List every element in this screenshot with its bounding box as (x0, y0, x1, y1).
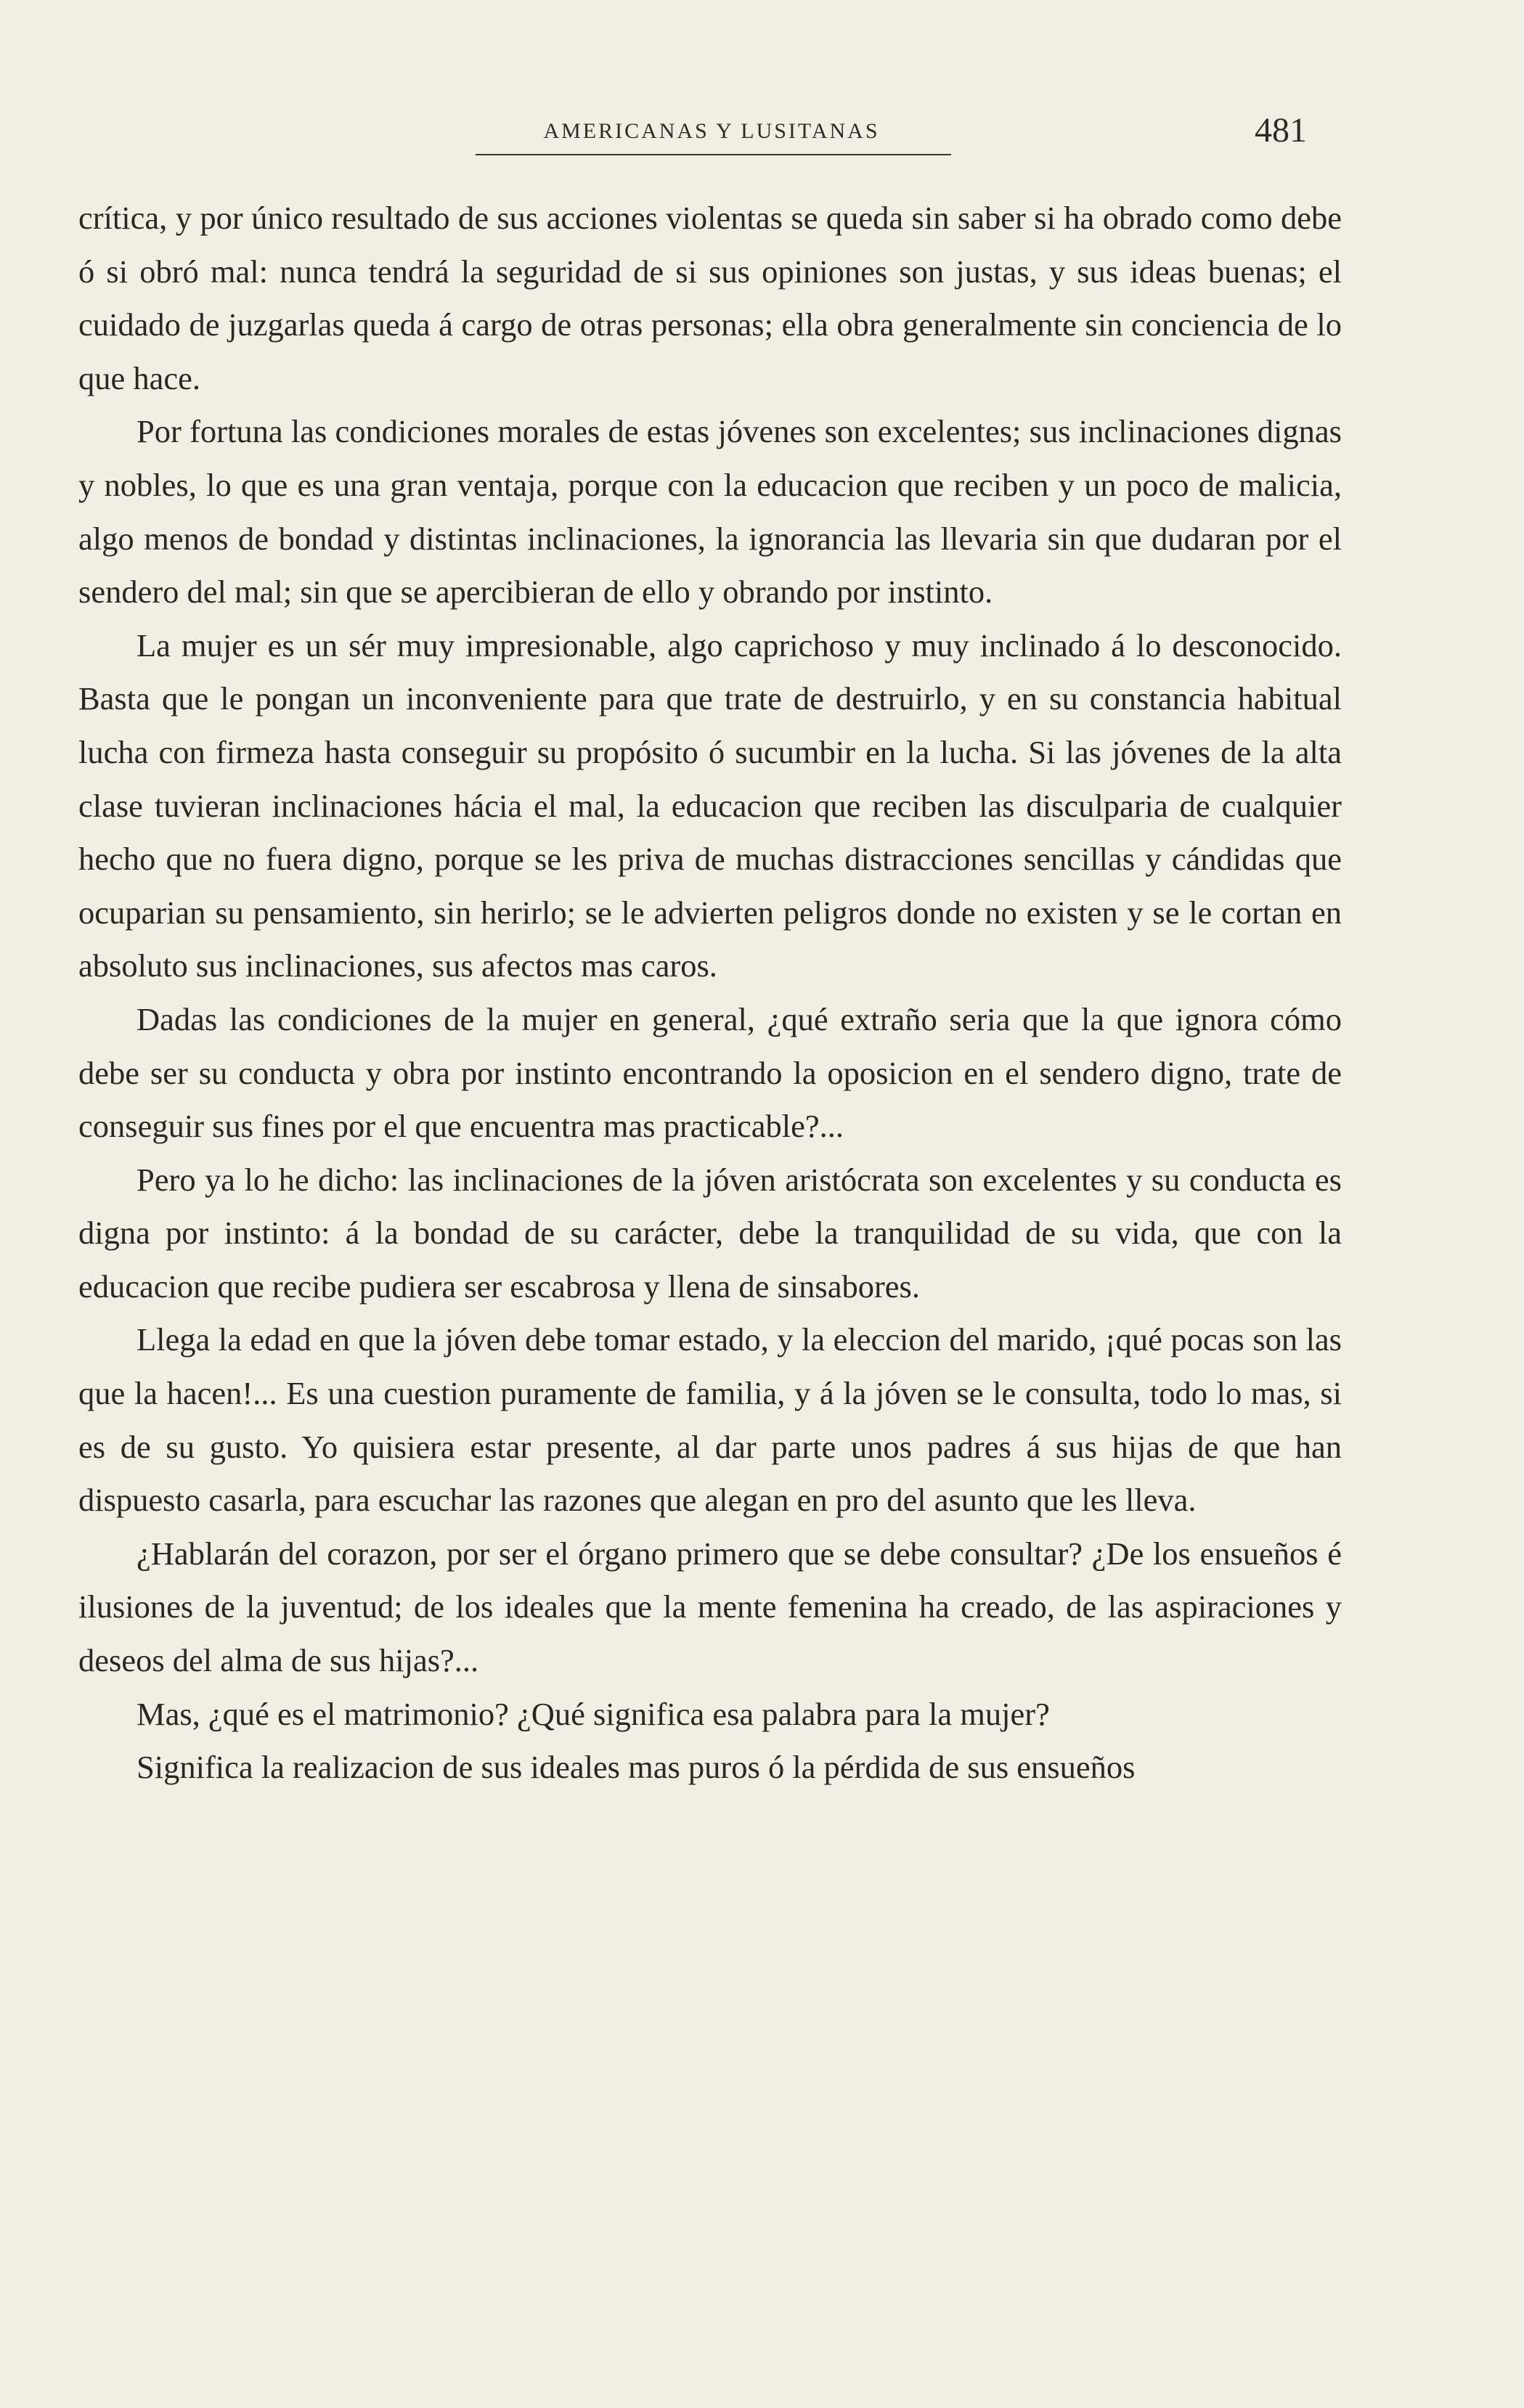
header-rule (476, 154, 951, 155)
paragraph: Pero ya lo he dicho: las inclinaciones de la jóven aristócrata son excelentes y su conducta es digna por instinto: á la bondad de su carácter, debe la tranquilidad de su vida, que con la educacion que recibe pudiera ser escabrosa y llena de sinsabores. (78, 1161, 1342, 1305)
running-head: AMERICANAS Y LUSITANAS (543, 119, 880, 143)
paragraph: Por fortuna las condiciones morales de estas jóvenes son excelentes; sus inclinaciones dignas y nobles, lo que es una gran ventaja, porque con la educacion que reciben y un poco de malicia, algo menos de bondad y distintas inclinaciones, la ignorancia las llevaria sin que dudaran por el sendero del mal; sin que se apercibieran de ello y obrando por instinto. (78, 413, 1342, 611)
paragraph: Significa la realizacion de sus ideales mas puros ó la pérdida de sus ensueños (136, 1749, 1136, 1786)
page-header (0, 109, 1524, 167)
paragraph-continuation: crítica, y por único resultado de sus acciones violentas se queda sin saber si ha obrado como debe ó si obró mal: nunca tendrá la seguridad de si sus opiniones son justas, y sus ideas buenas; el cuidado de juzgarlas queda á cargo de otras personas; ella obra generalmente sin conciencia de lo que hace. (78, 200, 1342, 396)
paragraph: Mas, ¿qué es el matrimonio? ¿Qué significa esa palabra para la mujer? (136, 1695, 1050, 1732)
paragraph: Dadas las condiciones de la mujer en general, ¿qué extraño seria que la que ignora cómo debe ser su conducta y obra por instinto encontrando la oposicion en el sendero digno, trate de conseguir sus fines por el que encuentra mas practicable?... (78, 1000, 1342, 1145)
paragraph: La mujer es un sér muy impresionable, algo caprichoso y muy inclinado á lo desconocido. Basta que le pongan un inconveniente para que trate de destruirlo, y en su constancia habitual lucha con firmeza hasta conseguir su propósito ó sucumbir en la lucha. Si las jóvenes de la alta clase tuvieran inclinaciones hácia el mal, la educacion que reciben las disculparia de cualquier hecho que no fuera digno, porque se les priva de muchas distracciones sencillas y cándidas que ocuparian su pensamiento, sin herirlo; se le advierten peligros donde no existen y se le cortan en absoluto sus inclinaciones, sus afectos mas caros. (78, 627, 1342, 984)
paragraph: ¿Hablarán del corazon, por ser el órgano primero que se debe consultar? ¿De los ensueños é ilusiones de la juventud; de los ideales que la mente femenina ha creado, de las aspiraciones y deseos del alma de sus hijas?... (78, 1535, 1342, 1679)
body-text (78, 192, 1342, 1795)
page-number: 481 (1255, 111, 1307, 150)
paragraph: Llega la edad en que la jóven debe tomar estado, y la eleccion del marido, ¡qué pocas son las que la hacen!... Es una cuestion puramente de familia, y á la jóven se le consulta, todo lo mas, si es de su gusto. Yo quisiera estar presente, al dar parte unos padres á sus hijas de que han dispuesto casarla, para escuchar las razones que alegan en pro del asunto que les lleva. (78, 1321, 1342, 1519)
